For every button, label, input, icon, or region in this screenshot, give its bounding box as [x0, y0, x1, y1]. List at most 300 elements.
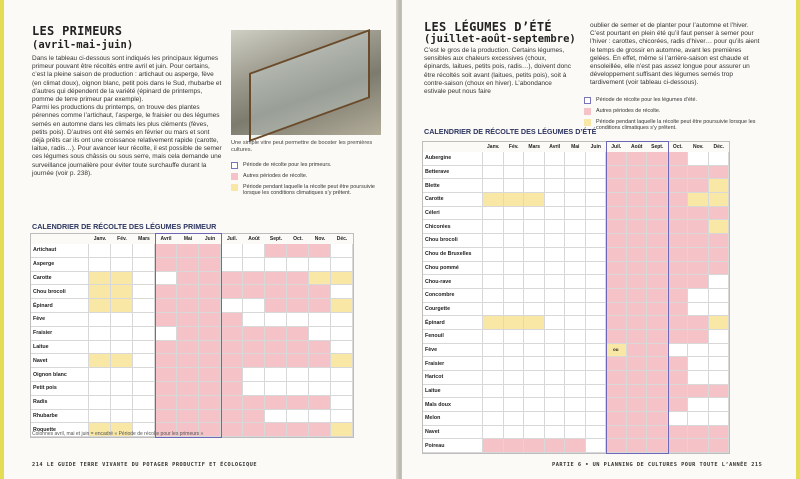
calendar-cell — [586, 303, 607, 317]
calendar-cell — [221, 327, 243, 341]
row-label: Fenouil — [423, 330, 483, 344]
calendar-cell — [199, 382, 221, 396]
calendar-cell — [565, 426, 586, 440]
calendar-cell — [111, 368, 133, 382]
row-label: Laitue — [31, 341, 89, 355]
calendar-cell — [504, 234, 525, 248]
legend-swatch-pink — [584, 108, 591, 115]
calendar-cell — [586, 166, 607, 180]
calendar-cell — [647, 330, 668, 344]
calendar-cell — [565, 412, 586, 426]
calendar-cell — [709, 439, 730, 453]
calendar-cell — [89, 341, 111, 355]
calendar-cell — [709, 412, 730, 426]
calendar-cell — [221, 382, 243, 396]
calendar-cell — [331, 313, 353, 327]
calendar-cell — [688, 220, 709, 234]
calendar-cell — [688, 412, 709, 426]
calendar-cell — [483, 166, 504, 180]
row-label: Fraisier — [31, 327, 89, 341]
calendar-cell — [155, 327, 177, 341]
calendar-cell — [565, 275, 586, 289]
calendar-cell — [688, 248, 709, 262]
calendar-cell — [688, 207, 709, 221]
calendar-cell — [668, 385, 689, 399]
calendar-cell — [565, 385, 586, 399]
calendar-cell — [483, 275, 504, 289]
legend-swatch-frame — [584, 97, 591, 104]
calendar-cell — [504, 289, 525, 303]
calendar-cell — [155, 341, 177, 355]
calendar-cell — [709, 220, 730, 234]
calendar-cell — [668, 234, 689, 248]
calendar-cell — [199, 313, 221, 327]
calendar-cell — [627, 275, 648, 289]
calendar-cell — [565, 344, 586, 358]
calendar-cell — [586, 152, 607, 166]
calendar-cell — [586, 193, 607, 207]
calendar-cell — [309, 410, 331, 424]
calendar-cell — [133, 410, 155, 424]
calendar-cell — [606, 289, 627, 303]
calendar-cell — [133, 244, 155, 258]
calendar-cell — [524, 330, 545, 344]
legend-swatch-pink — [231, 173, 238, 180]
calendar-cell — [177, 410, 199, 424]
calendar-cell — [647, 152, 668, 166]
calendar-cell — [524, 193, 545, 207]
calendar-cell — [243, 341, 265, 355]
calendar-cell — [586, 289, 607, 303]
row-label: Chou pommé — [423, 262, 483, 276]
legend-text: Période de récolte pour les primeurs. — [243, 162, 332, 168]
left-chart-title: CALENDRIER DE RÉCOLTE DES LÉGUMES PRIMEUR — [32, 222, 217, 231]
calendar-cell — [177, 327, 199, 341]
calendar-cell — [89, 368, 111, 382]
legend-text: Autres périodes de récolte. — [596, 108, 661, 114]
calendar-cell — [586, 371, 607, 385]
calendar-cell — [155, 382, 177, 396]
row-label: Navet — [31, 354, 89, 368]
calendar-cell — [545, 179, 566, 193]
month-header: Déc. — [709, 142, 730, 152]
calendar-cell — [221, 354, 243, 368]
calendar-cell — [89, 299, 111, 313]
calendar-cell — [586, 179, 607, 193]
calendar-cell — [155, 244, 177, 258]
calendar-cell — [545, 152, 566, 166]
row-label: Épinard — [31, 299, 89, 313]
calendar-cell — [647, 234, 668, 248]
calendar-cell — [606, 207, 627, 221]
calendar-cell — [243, 410, 265, 424]
row-label: Carotte — [31, 272, 89, 286]
calendar-cell — [606, 371, 627, 385]
table-corner — [423, 142, 483, 152]
legend-text: Période pendant laquelle la récolte peut être poursuivie lorsque les conditions climatiques s’y prêtent. — [596, 119, 756, 131]
calendar-cell — [606, 412, 627, 426]
calendar-cell — [265, 354, 287, 368]
calendar-cell — [565, 289, 586, 303]
calendar-cell — [331, 396, 353, 410]
calendar-cell — [545, 166, 566, 180]
calendar-cell — [586, 426, 607, 440]
calendar-cell — [243, 285, 265, 299]
row-label: Carotte — [423, 193, 483, 207]
calendar-cell — [309, 299, 331, 313]
calendar-cell — [586, 385, 607, 399]
calendar-cell — [545, 385, 566, 399]
calendar-cell — [709, 179, 730, 193]
calendar-cell — [111, 341, 133, 355]
calendar-cell — [565, 303, 586, 317]
month-header: Sept. — [265, 234, 287, 244]
left-paragraph-1: Dans le tableau ci-dessous sont indiqués les principaux légumes primeur pouvant être récoltés entre avril et juin. Pour certains, c’est la pleine saison de production : artichaut ou asperge, fève (en climat doux), oignon blanc, petit pois dans le Sud, rhubarbe et d’autres qui dépendent de la variété (épinard de printemps, pomme de terre primeur par exemple). — [32, 55, 222, 104]
calendar-cell — [586, 330, 607, 344]
month-header: Juin — [199, 234, 221, 244]
calendar-cell — [133, 313, 155, 327]
calendar-cell — [524, 220, 545, 234]
calendar-cell — [565, 262, 586, 276]
row-label: Artichaut — [31, 244, 89, 258]
calendar-cell — [111, 272, 133, 286]
calendar-cell — [524, 385, 545, 399]
calendar-cell — [647, 357, 668, 371]
calendar-cell — [565, 207, 586, 221]
calendar-cell — [483, 179, 504, 193]
calendar-cell — [177, 396, 199, 410]
calendar-cell — [243, 368, 265, 382]
right-page — [402, 0, 800, 479]
calendar-cell — [89, 410, 111, 424]
calendar-cell — [199, 396, 221, 410]
calendar-cell — [133, 272, 155, 286]
calendar-cell — [545, 234, 566, 248]
calendar-cell — [177, 299, 199, 313]
calendar-cell — [504, 316, 525, 330]
calendar-cell — [606, 179, 627, 193]
month-header: Sept. — [647, 142, 668, 152]
calendar-cell — [565, 330, 586, 344]
month-header: Avril — [155, 234, 177, 244]
calendar-cell — [668, 426, 689, 440]
legend-item-other — [231, 173, 381, 180]
calendar-cell — [668, 371, 689, 385]
calendar-cell — [483, 234, 504, 248]
month-header: Août — [627, 142, 648, 152]
calendar-cell — [524, 316, 545, 330]
calendar-cell — [647, 426, 668, 440]
calendar-cell — [668, 398, 689, 412]
calendar-cell — [265, 285, 287, 299]
calendar-cell — [243, 423, 265, 437]
calendar-cell — [221, 313, 243, 327]
right-chart-title: CALENDRIER DE RÉCOLTE DES LÉGUMES D’ÉTÉ — [424, 127, 597, 136]
calendar-cell — [309, 258, 331, 272]
calendar-cell — [287, 341, 309, 355]
calendar-cell — [586, 316, 607, 330]
calendar-cell — [504, 193, 525, 207]
calendar-cell — [709, 344, 730, 358]
calendar-cell — [545, 289, 566, 303]
row-label: Chou-rave — [423, 275, 483, 289]
calendar-cell — [668, 439, 689, 453]
calendar-cell — [565, 248, 586, 262]
calendar-cell — [111, 258, 133, 272]
calendar-cell — [606, 275, 627, 289]
calendar-cell — [709, 357, 730, 371]
glass-frame-shape — [249, 29, 370, 142]
calendar-cell — [627, 439, 648, 453]
calendar-cell — [309, 368, 331, 382]
calendar-cell — [647, 385, 668, 399]
month-header: Avril — [545, 142, 566, 152]
legend-text: Période de récolte pour les légumes d’été. — [596, 97, 697, 103]
calendar-cell — [483, 303, 504, 317]
calendar-cell — [331, 341, 353, 355]
calendar-cell — [504, 166, 525, 180]
calendar-cell — [221, 410, 243, 424]
month-header: Nov. — [688, 142, 709, 152]
calendar-cell — [606, 398, 627, 412]
calendar-cell — [606, 166, 627, 180]
calendar-cell — [483, 262, 504, 276]
calendar-cell — [483, 152, 504, 166]
calendar-cell — [688, 166, 709, 180]
calendar-cell — [199, 327, 221, 341]
calendar-cell — [309, 244, 331, 258]
calendar-cell — [483, 193, 504, 207]
summer-calendar-table — [422, 141, 730, 454]
calendar-cell — [565, 179, 586, 193]
calendar-cell — [545, 330, 566, 344]
calendar-cell — [309, 382, 331, 396]
month-header: Mars — [133, 234, 155, 244]
calendar-cell — [647, 193, 668, 207]
left-subtitle: (avril-mai-juin) — [32, 39, 134, 51]
calendar-cell — [111, 244, 133, 258]
calendar-cell — [331, 382, 353, 396]
calendar-cell — [627, 385, 648, 399]
calendar-cell — [199, 354, 221, 368]
month-header: Déc. — [331, 234, 353, 244]
calendar-cell — [483, 330, 504, 344]
calendar-cell — [483, 357, 504, 371]
calendar-cell — [688, 371, 709, 385]
calendar-cell — [504, 207, 525, 221]
calendar-cell — [627, 262, 648, 276]
right-footer: PARTIE 6 • UN PLANNING DE CULTURES POUR TOUTE L’ANNÉE 215 — [552, 462, 763, 468]
calendar-cell — [504, 426, 525, 440]
calendar-cell — [155, 285, 177, 299]
calendar-cell — [331, 285, 353, 299]
calendar-cell — [504, 330, 525, 344]
calendar-cell — [565, 220, 586, 234]
calendar-cell — [504, 398, 525, 412]
calendar-cell — [627, 426, 648, 440]
calendar-cell — [155, 396, 177, 410]
calendar-cell — [111, 313, 133, 327]
legend-text: Autres périodes de récolte. — [243, 173, 308, 179]
row-label: Betterave — [423, 166, 483, 180]
calendar-cell — [133, 354, 155, 368]
calendar-cell — [243, 272, 265, 286]
calendar-cell — [265, 272, 287, 286]
calendar-cell — [287, 313, 309, 327]
calendar-cell — [709, 426, 730, 440]
calendar-cell — [133, 258, 155, 272]
legend-item-extended — [584, 119, 764, 131]
month-header: Janv. — [89, 234, 111, 244]
calendar-cell — [331, 327, 353, 341]
calendar-cell — [265, 382, 287, 396]
calendar-cell — [155, 272, 177, 286]
calendar-cell — [668, 166, 689, 180]
calendar-cell — [606, 262, 627, 276]
left-title: LES PRIMEURS — [32, 24, 123, 38]
calendar-cell — [287, 272, 309, 286]
calendar-cell — [627, 152, 648, 166]
calendar-cell-ou: ou — [606, 344, 627, 358]
calendar-cell — [688, 234, 709, 248]
calendar-cell — [647, 344, 668, 358]
calendar-cell — [133, 396, 155, 410]
calendar-cell — [331, 354, 353, 368]
calendar-cell — [483, 398, 504, 412]
month-header: Oct. — [668, 142, 689, 152]
calendar-cell — [586, 275, 607, 289]
calendar-cell — [504, 371, 525, 385]
calendar-cell — [309, 423, 331, 437]
calendar-cell — [627, 207, 648, 221]
row-label: Fève — [31, 313, 89, 327]
calendar-cell — [331, 244, 353, 258]
calendar-cell — [483, 289, 504, 303]
calendar-cell — [287, 410, 309, 424]
calendar-cell — [287, 258, 309, 272]
calendar-cell — [709, 152, 730, 166]
calendar-cell — [287, 382, 309, 396]
calendar-cell — [243, 382, 265, 396]
calendar-cell — [545, 207, 566, 221]
calendar-cell — [647, 303, 668, 317]
month-header: Mai — [565, 142, 586, 152]
calendar-cell — [688, 344, 709, 358]
calendar-cell — [627, 398, 648, 412]
calendar-cell — [668, 344, 689, 358]
calendar-cell — [668, 357, 689, 371]
calendar-cell — [586, 207, 607, 221]
row-label: Petit pois — [31, 382, 89, 396]
calendar-cell — [287, 396, 309, 410]
calendar-cell — [265, 396, 287, 410]
calendar-cell — [586, 234, 607, 248]
calendar-cell — [586, 220, 607, 234]
month-header: Mai — [177, 234, 199, 244]
calendar-cell — [524, 426, 545, 440]
calendar-cell — [265, 327, 287, 341]
calendar-cell — [155, 313, 177, 327]
calendar-cell — [89, 354, 111, 368]
calendar-cell — [606, 385, 627, 399]
calendar-cell — [524, 412, 545, 426]
calendar-cell — [155, 410, 177, 424]
calendar-cell — [709, 316, 730, 330]
calendar-cell — [89, 313, 111, 327]
calendar-cell — [221, 244, 243, 258]
calendar-cell — [627, 371, 648, 385]
calendar-cell — [606, 220, 627, 234]
calendar-cell — [668, 152, 689, 166]
calendar-cell — [89, 285, 111, 299]
month-header: Mars — [524, 142, 545, 152]
calendar-cell — [565, 398, 586, 412]
calendar-cell — [524, 152, 545, 166]
calendar-cell — [524, 371, 545, 385]
calendar-cell — [265, 410, 287, 424]
calendar-cell — [606, 152, 627, 166]
calendar-cell — [627, 179, 648, 193]
calendar-cell — [504, 220, 525, 234]
cold-frame-photo — [231, 30, 381, 135]
row-label: Concombre — [423, 289, 483, 303]
calendar-cell — [483, 316, 504, 330]
calendar-cell — [606, 193, 627, 207]
calendar-cell — [524, 166, 545, 180]
row-label: Roquette — [31, 423, 89, 437]
calendar-cell — [565, 234, 586, 248]
calendar-cell — [688, 385, 709, 399]
calendar-cell — [688, 303, 709, 317]
row-label: Chou de Bruxelles — [423, 248, 483, 262]
calendar-cell — [309, 327, 331, 341]
calendar-cell — [199, 299, 221, 313]
calendar-cell — [668, 193, 689, 207]
calendar-cell — [545, 316, 566, 330]
calendar-cell — [545, 248, 566, 262]
calendar-cell — [545, 371, 566, 385]
calendar-cell — [688, 439, 709, 453]
calendar-cell — [287, 327, 309, 341]
calendar-cell — [133, 327, 155, 341]
calendar-cell — [627, 412, 648, 426]
calendar-cell — [545, 398, 566, 412]
calendar-cell — [606, 439, 627, 453]
calendar-cell — [221, 285, 243, 299]
calendar-cell — [524, 275, 545, 289]
calendar-cell — [243, 327, 265, 341]
legend-item-other — [584, 108, 764, 115]
calendar-cell — [545, 193, 566, 207]
calendar-cell — [647, 220, 668, 234]
calendar-cell — [111, 396, 133, 410]
calendar-cell — [586, 439, 607, 453]
calendar-cell — [221, 423, 243, 437]
calendar-cell — [504, 152, 525, 166]
row-label: Rhubarbe — [31, 410, 89, 424]
row-label: Maïs doux — [423, 398, 483, 412]
calendar-cell — [199, 285, 221, 299]
right-subtitle: (juillet-août-septembre) — [424, 33, 576, 45]
calendar-cell — [545, 262, 566, 276]
row-label: Chou brocoli — [31, 285, 89, 299]
calendar-cell — [586, 398, 607, 412]
calendar-cell — [177, 244, 199, 258]
calendar-cell — [668, 275, 689, 289]
row-label: Radis — [31, 396, 89, 410]
calendar-cell — [565, 371, 586, 385]
month-header: Fév. — [504, 142, 525, 152]
